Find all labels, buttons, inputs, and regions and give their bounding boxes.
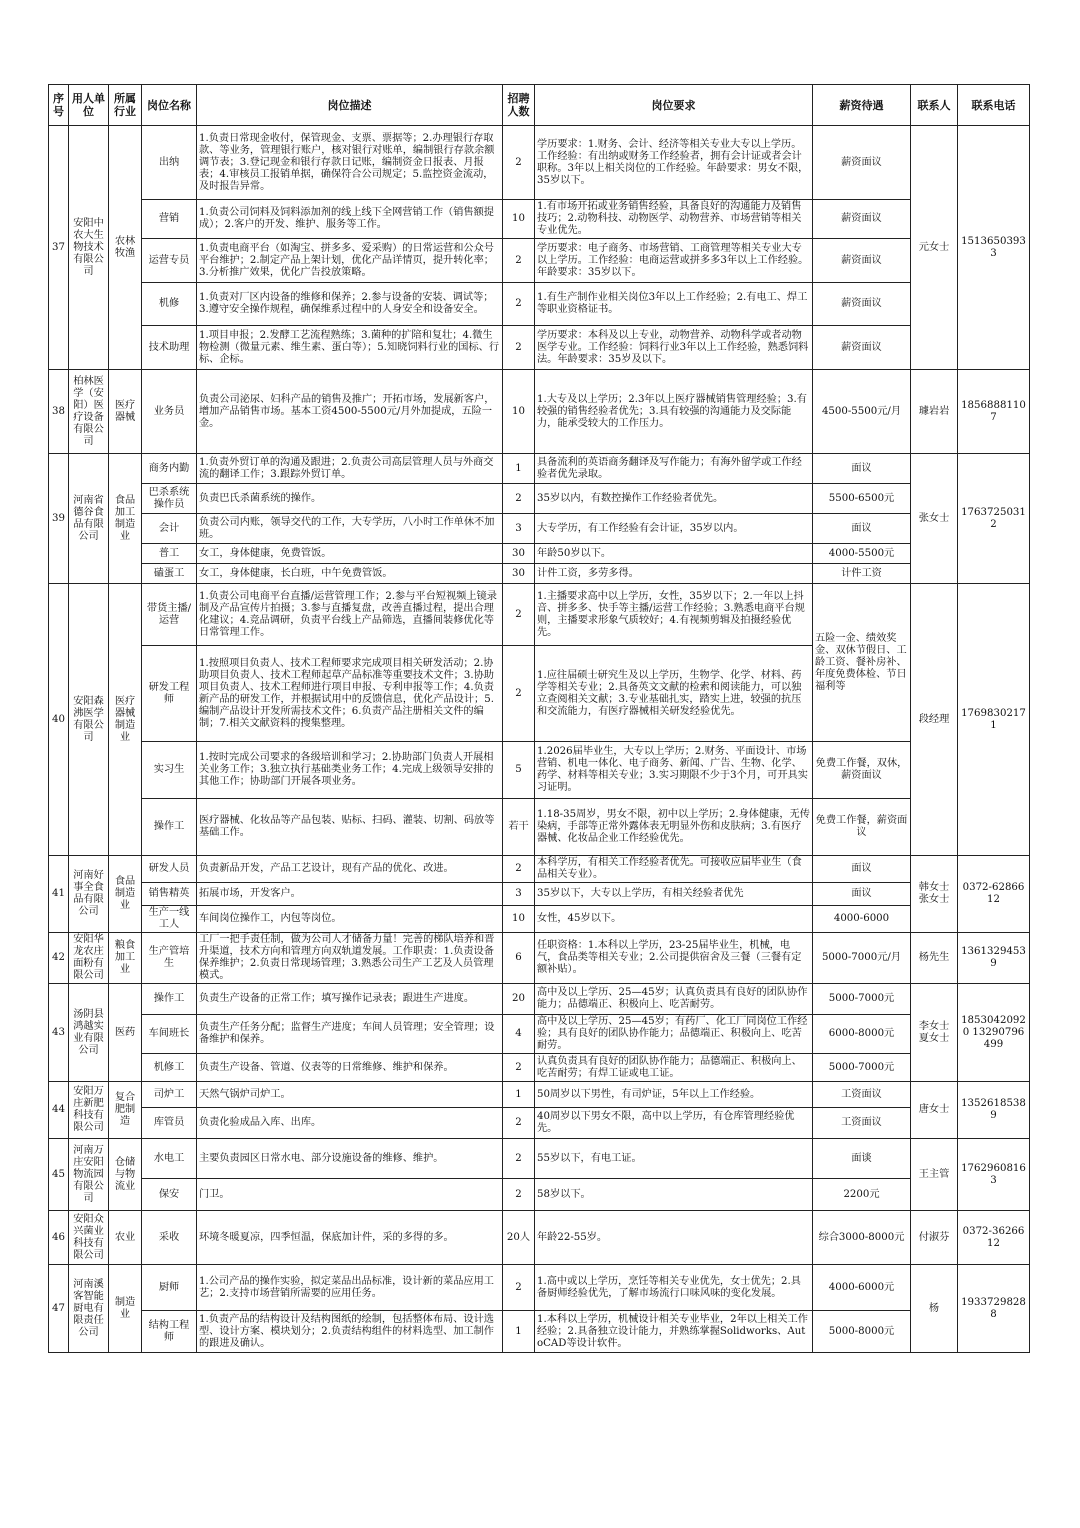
job-description: 门卫。 xyxy=(197,1179,503,1211)
job-title: 司炉工 xyxy=(142,1082,197,1108)
salary: 4000-6000 xyxy=(813,906,911,933)
header-job-title: 岗位名称 xyxy=(142,85,197,126)
salary: 5000-7000元 xyxy=(813,984,911,1015)
job-requirements: 年龄50岁以下。 xyxy=(535,544,813,564)
hire-count: 1 xyxy=(503,454,535,484)
hire-count: 6 xyxy=(503,933,535,984)
job-title: 带货主播/运营 xyxy=(142,584,197,646)
salary: 2200元 xyxy=(813,1179,911,1211)
company-name: 安阳华龙农庄面粉有限公司 xyxy=(69,933,109,984)
job-description: 1.负责日常现金收付，保管现金、支票、票据等；2.办理银行存取款、等业务，管理银行账户，核对银行对账单，编制银行存款余额调节表；3.登记现金和银行存款日记账，编制资金日报表、月报表；4.审核员工报销单据，确保符合公司规定；5.监控资金流动，及时报告异常。 xyxy=(197,126,503,200)
job-description: 环境冬暖夏凉，四季恒温，保底加计件，采的多得的多。 xyxy=(197,1211,503,1265)
industry: 医疗器械 xyxy=(109,370,142,454)
industry: 仓储与物流业 xyxy=(109,1139,142,1211)
job-description: 负责生产设备、管道、仪表等的日常维修、维护和保养。 xyxy=(197,1054,503,1082)
job-description: 负责新品开发，产品工艺设计，现有产品的优化、改进。 xyxy=(197,856,503,883)
table-row xyxy=(49,799,1030,856)
job-title: 保安 xyxy=(142,1179,197,1211)
job-title: 会计 xyxy=(142,514,197,544)
job-description: 天然气锅炉司炉工。 xyxy=(197,1082,503,1108)
job-title: 采收 xyxy=(142,1211,197,1265)
company-name: 安阳万庄新肥科技有限公司 xyxy=(69,1082,109,1139)
salary: 计件工资 xyxy=(813,564,911,584)
table-row xyxy=(49,933,1030,984)
job-requirements: 1.应往届硕士研究生及以上学历，生物学、化学、材料、药学等相关专业；2.具备英文文献的检索和阅读能力，可以独立查阅相关文献；3.专业基础扎实，踏实上进，较强的抗压和交流能力，有医疗器械相关研发经验优先。 xyxy=(535,646,813,742)
header-no: 序号 xyxy=(49,85,69,126)
row-number: 46 xyxy=(49,1211,69,1265)
contact-person: 段经理 xyxy=(911,584,958,856)
job-title: 研发人员 xyxy=(142,856,197,883)
job-title: 操作工 xyxy=(142,799,197,856)
salary: 5500-6500元 xyxy=(813,484,911,514)
industry: 医药 xyxy=(109,984,142,1082)
header-row xyxy=(49,85,1030,126)
job-title: 巴杀系统操作员 xyxy=(142,484,197,514)
table-row xyxy=(49,1015,1030,1054)
job-title: 生产管培生 xyxy=(142,933,197,984)
salary: 4000-5500元 xyxy=(813,544,911,564)
contact-person: 王主管 xyxy=(911,1139,958,1211)
row-number: 42 xyxy=(49,933,69,984)
job-title: 机修工 xyxy=(142,1054,197,1082)
hire-count: 30 xyxy=(503,544,535,564)
contact-phone: 0372-6286612 xyxy=(958,856,1030,933)
salary: 综合3000-8000元 xyxy=(813,1211,911,1265)
company-name: 河南省德谷食品有限公司 xyxy=(69,454,109,584)
row-number: 39 xyxy=(49,454,69,584)
hire-count: 2 xyxy=(503,1054,535,1082)
job-description: 1.负责公司饲料及饲料添加剂的线上线下全网营销工作（销售额提成）；2.客户的开发、维护、服务等工作。 xyxy=(197,200,503,239)
table-body xyxy=(49,126,1030,1353)
row-number: 38 xyxy=(49,370,69,454)
industry: 农林牧渔 xyxy=(109,126,142,370)
job-description: 女工，身体健康，免费管饭。 xyxy=(197,544,503,564)
company-name: 河南溪客智能厨电有限责任公司 xyxy=(69,1265,109,1353)
table-row xyxy=(49,126,1030,200)
row-number: 37 xyxy=(49,126,69,370)
salary: 免费工作餐，双休，薪资面议 xyxy=(813,742,911,799)
header-description: 岗位描述 xyxy=(197,85,503,126)
industry: 制造业 xyxy=(109,1265,142,1353)
header-count: 招聘人数 xyxy=(503,85,535,126)
industry: 粮食加工业 xyxy=(109,933,142,984)
job-requirements: 高中及以上学历、25—45岁；认真负责具有良好的团队协作能力；品德端正、积极向上、吃苦耐劳。 xyxy=(535,984,813,1015)
hire-count: 2 xyxy=(503,646,535,742)
job-requirements: 50周岁以下男性，有司炉证，5年以上工作经验。 xyxy=(535,1082,813,1108)
contact-phone: 18568881107 xyxy=(958,370,1030,454)
job-title: 研发工程师 xyxy=(142,646,197,742)
table-row xyxy=(49,544,1030,564)
hire-count: 2 xyxy=(503,584,535,646)
job-requirements: 1.有市场开拓或业务销售经验，具备良好的沟通能力及销售技巧；2.动物科技、动物医学、动物营养、市场营销等相关专业优先。 xyxy=(535,200,813,239)
job-description: 负责公司内账，领导交代的工作，大专学历，八小时工作单休不加班。 xyxy=(197,514,503,544)
table-row xyxy=(49,1211,1030,1265)
hire-count: 30 xyxy=(503,564,535,584)
recruitment-table xyxy=(48,84,1030,1353)
company-name: 汤阴县鸿越实业有限公司 xyxy=(69,984,109,1082)
contact-person: 杨 xyxy=(911,1265,958,1353)
contact-phone: 19337298288 xyxy=(958,1265,1030,1353)
table-row xyxy=(49,200,1030,239)
industry: 农业 xyxy=(109,1211,142,1265)
table-row xyxy=(49,283,1030,326)
job-requirements: 女性，45岁以下。 xyxy=(535,906,813,933)
salary: 五险一金、绩效奖金、双休节假日、工龄工资、餐补房补、年度免费体检、节日福利等 xyxy=(813,584,911,742)
job-description: 1.负责外贸订单的沟通及跟进；2.负责公司高层管理人员与外商交流的翻译工作；3.跟踪外贸订单。 xyxy=(197,454,503,484)
job-description: 主要负责园区日常水电、部分设施设备的维修、维护。 xyxy=(197,1139,503,1179)
contact-person: 唐女士 xyxy=(911,1082,958,1139)
contact-phone: 0372-3626612 xyxy=(958,1211,1030,1265)
company-name: 河南好事全食品有限公司 xyxy=(69,856,109,933)
hire-count: 若干 xyxy=(503,799,535,856)
industry: 医疗器械制造业 xyxy=(109,584,142,856)
industry: 食品加工制造业 xyxy=(109,454,142,584)
table-row xyxy=(49,584,1030,646)
company-name: 柏林医学（安阳）医疗设备有限公司 xyxy=(69,370,109,454)
job-requirements: 学历要求：1.财务、会计、经济等相关专业大专以上学历。工作经验：有出纳或财务工作经验者，拥有会计证或者会计职称。3年以上相关岗位的工作经验。年龄要求：男女不限，35岁以下。 xyxy=(535,126,813,200)
salary: 4500-5500元/月 xyxy=(813,370,911,454)
hire-count: 2 xyxy=(503,1108,535,1139)
job-title: 运营专员 xyxy=(142,239,197,283)
header-contact: 联系人 xyxy=(911,85,958,126)
salary: 工资面议 xyxy=(813,1108,911,1139)
job-description: 负责巴氏杀菌系统的操作。 xyxy=(197,484,503,514)
job-description: 负责公司泌尿、妇科产品的销售及推广；开拓市场，发展新客户，增加产品销售市场。基本工资4500-5500元/月外加提成，五险一金。 xyxy=(197,370,503,454)
table-row xyxy=(49,370,1030,454)
hire-count: 2 xyxy=(503,1179,535,1211)
job-requirements: 55岁以下，有电工证。 xyxy=(535,1139,813,1179)
table-row xyxy=(49,742,1030,799)
job-requirements: 40周岁以下男女不限，高中以上学历，有仓库管理经验优先。 xyxy=(535,1108,813,1139)
job-requirements: 学历要求：电子商务、市场营销、工商管理等相关专业大专以上学历。工作经验：电商运营或拼多多3年以上工作经验。年龄要求：35岁以下。 xyxy=(535,239,813,283)
salary: 4000-6000元 xyxy=(813,1265,911,1311)
hire-count: 4 xyxy=(503,1015,535,1054)
hire-count: 2 xyxy=(503,283,535,326)
job-requirements: 高中及以上学历、25—45岁；有药厂、化工厂同岗位工作经验；具有良好的团队协作能力；品德端正、积极向上、吃苦耐劳。 xyxy=(535,1015,813,1054)
header-phone: 联系电话 xyxy=(958,85,1030,126)
job-requirements: 学历要求：本科及以上专业，动物营养、动物科学或者动物医学专业。工作经验：饲料行业3年以上工作经验，熟悉饲料法。年龄要求：35岁及以下。 xyxy=(535,326,813,370)
job-description: 工厂一把手责任制，做为公司人才储备力量！完善的梯队培养和晋升渠道，技术方向和管理方向双轨道发展。工作职责：1.负责设备保养维护；2.负责日常现场管理；3.熟悉公司生产工艺及人员管理模式。 xyxy=(197,933,503,984)
table-row xyxy=(49,1139,1030,1179)
salary: 5000-8000元 xyxy=(813,1311,911,1353)
salary: 薪资面议 xyxy=(813,283,911,326)
company-name: 安阳森沸医学有限公司 xyxy=(69,584,109,856)
hire-count: 2 xyxy=(503,239,535,283)
hire-count: 2 xyxy=(503,856,535,883)
job-description: 1.公司产品的操作实验，拟定菜品出品标准，设计新的菜品应用工艺；2.支持市场营销所需要的应用任务。 xyxy=(197,1265,503,1311)
header-salary: 薪资待遇 xyxy=(813,85,911,126)
table-row xyxy=(49,1054,1030,1082)
contact-phone: 17637250312 xyxy=(958,454,1030,584)
header-industry: 所属行业 xyxy=(109,85,142,126)
job-requirements: 1.18-35周岁，男女不限，初中以上学历；2.身体健康，无传染病，手部等正常外露体表无明显外伤和皮肤病；3.有医疗器械、化妆品企业工作经验优先。 xyxy=(535,799,813,856)
job-description: 车间岗位操作工，内包等岗位。 xyxy=(197,906,503,933)
table-row xyxy=(49,239,1030,283)
job-requirements: 计件工资，多劳多得。 xyxy=(535,564,813,584)
job-requirements: 1.本科以上学历，机械设计相关专业毕业，2年以上相关工作经验；2.具备独立设计能力，并熟练掌握Solidworks、AutoCAD等设计软件。 xyxy=(535,1311,813,1353)
salary: 薪资面议 xyxy=(813,326,911,370)
salary: 薪资面议 xyxy=(813,126,911,200)
table-row xyxy=(49,454,1030,484)
row-number: 47 xyxy=(49,1265,69,1353)
contact-person: 元女士 xyxy=(911,126,958,370)
job-title: 机修 xyxy=(142,283,197,326)
contact-person: 李女士 夏女士 xyxy=(911,984,958,1082)
hire-count: 1 xyxy=(503,1082,535,1108)
contact-person: 韩女士 张女士 xyxy=(911,856,958,933)
job-description: 医疗器械、化妆品等产品包装、贴标、扫码、灌装、切割、码放等基础工作。 xyxy=(197,799,503,856)
row-number: 40 xyxy=(49,584,69,856)
row-number: 45 xyxy=(49,1139,69,1211)
job-requirements: 35岁以下，大专以上学历，有相关经验者优先 xyxy=(535,883,813,906)
job-description: 1.负责电商平台（如淘宝、拼多多、爱采购）的日常运营和公众号平台维护；2.制定产品上架计划，优化产品详情页，提升转化率；3.分析推广效果，优化广告投放策略。 xyxy=(197,239,503,283)
job-requirements: 本科学历，有相关工作经验者优先。可接收应届毕业生（食品相关专业）。 xyxy=(535,856,813,883)
job-requirements: 1.有生产制作业相关岗位3年以上工作经验；2.有电工、焊工等职业资格证书。 xyxy=(535,283,813,326)
row-number: 41 xyxy=(49,856,69,933)
job-requirements: 1.高中或以上学历，烹饪等相关专业优先，女士优先；2.具备厨师经验优先，了解市场流行口味风味的变化发展。 xyxy=(535,1265,813,1311)
job-title: 库管员 xyxy=(142,1108,197,1139)
job-description: 1.按照项目负责人、技术工程师要求完成项目相关研发活动；2.协助项目负责人、技术工程师起草产品标准等重要技术文件；3.协助项目负责人、技术工程师进行项目申报、专利申报等工作；4.负责新产品的研发工作，并根据试用中的反馈信息，优化产品设计；5.编制产品设计开发所需技术文件；6.负责产品注册相关文件的编制；7.相关文献资料的搜集整理。 xyxy=(197,646,503,742)
contact-person: 杨先生 xyxy=(911,933,958,984)
job-title: 营销 xyxy=(142,200,197,239)
table-row xyxy=(49,856,1030,883)
industry: 复合肥制造 xyxy=(109,1082,142,1139)
salary: 面议 xyxy=(813,856,911,883)
job-description: 1.项目申报；2.发酵工艺流程熟练；3.菌种的扩陪和复壮；4.微生物检测（微量元素、维生素、蛋白等）；5.知晓饲料行业的国标、行标、企标。 xyxy=(197,326,503,370)
table-row xyxy=(49,1265,1030,1311)
hire-count: 2 xyxy=(503,1139,535,1179)
job-title: 技术助理 xyxy=(142,326,197,370)
company-name: 河南万庄安阳物流园有限公司 xyxy=(69,1139,109,1211)
job-requirements: 1.大专及以上学历；2.3年以上医疗器械销售管理经验；3.有较强的销售经验者优先；3.具有较强的沟通能力及交际能力，能承受较大的工作压力。 xyxy=(535,370,813,454)
job-requirements: 具备流利的英语商务翻译及写作能力；有海外留学或工作经验者优先录取。 xyxy=(535,454,813,484)
table-row xyxy=(49,326,1030,370)
job-description: 拓展市场，开发客户。 xyxy=(197,883,503,906)
table-row xyxy=(49,1108,1030,1139)
hire-count: 3 xyxy=(503,883,535,906)
salary: 面议 xyxy=(813,514,911,544)
hire-count: 2 xyxy=(503,1265,535,1311)
contact-phone: 13613294539 xyxy=(958,933,1030,984)
job-requirements: 大专学历，有工作经验有会计证，35岁以内。 xyxy=(535,514,813,544)
salary: 5000-7000元 xyxy=(813,1054,911,1082)
contact-phone: 18530420920 13290796499 xyxy=(958,984,1030,1082)
hire-count: 10 xyxy=(503,200,535,239)
job-title: 生产一线工人 xyxy=(142,906,197,933)
salary: 免费工作餐，薪资面议 xyxy=(813,799,911,856)
salary: 面谈 xyxy=(813,1139,911,1179)
contact-phone: 17698302171 xyxy=(958,584,1030,856)
job-requirements: 1.主播要求高中以上学历，女性，35岁以下；2.一年以上抖音、拼多多、快手等主播/运营工作经验；3.熟悉电商平台规则，主播要求形象气质较好；4.有视频剪辑及拍摄经验优先。 xyxy=(535,584,813,646)
contact-phone: 15136503933 xyxy=(958,126,1030,370)
job-title: 水电工 xyxy=(142,1139,197,1179)
job-requirements: 认真负责具有良好的团队协作能力；品德端正、积极向上、吃苦耐劳；有焊工证或电工证。 xyxy=(535,1054,813,1082)
table-row xyxy=(49,1082,1030,1108)
contact-person: 璩岩岩 xyxy=(911,370,958,454)
hire-count: 5 xyxy=(503,742,535,799)
job-title: 销售精英 xyxy=(142,883,197,906)
job-requirements: 35岁以内，有数控操作工作经验者优先。 xyxy=(535,484,813,514)
job-requirements: 任职资格：1.本科以上学历，23-25届毕业生，机械，电气，食品类等相关专业；2.公司提供宿舍及三餐（三餐有定额补贴）。 xyxy=(535,933,813,984)
contact-phone: 13526185389 xyxy=(958,1082,1030,1139)
row-number: 44 xyxy=(49,1082,69,1139)
table-row xyxy=(49,883,1030,906)
job-title: 出纳 xyxy=(142,126,197,200)
job-requirements: 1.2026届毕业生，大专以上学历；2.财务、平面设计、市场营销、机电一体化、电子商务、新闻、广告、生物、化学、药学、材料等相关专业；3.实习期限不少于3个月，可开具实习证明。 xyxy=(535,742,813,799)
hire-count: 3 xyxy=(503,514,535,544)
table-row xyxy=(49,984,1030,1015)
job-title: 业务员 xyxy=(142,370,197,454)
salary: 薪资面议 xyxy=(813,200,911,239)
table-row xyxy=(49,906,1030,933)
job-description: 1.按时完成公司要求的各级培训和学习；2.协助部门负责人开展相关业务工作；3.独立执行基础类业务工作；4.完成上级领导安排的其他工作；协助部门开展各项业务。 xyxy=(197,742,503,799)
job-requirements: 58岁以下。 xyxy=(535,1179,813,1211)
header-requirements: 岗位要求 xyxy=(535,85,813,126)
job-title: 磕蛋工 xyxy=(142,564,197,584)
salary: 6000-8000元 xyxy=(813,1015,911,1054)
company-name: 安阳中农大生物技术有限公司 xyxy=(69,126,109,370)
job-description: 负责生产任务分配；监督生产进度；车间人员管理；安全管理；设备维护和保养。 xyxy=(197,1015,503,1054)
job-title: 操作工 xyxy=(142,984,197,1015)
job-description: 1.负责对厂区内设备的维修和保养；2.参与设备的安装、调试等；3.遵守安全操作规程，确保维系过程中的人身安全和设备安全。 xyxy=(197,283,503,326)
salary: 工资面议 xyxy=(813,1082,911,1108)
job-title: 实习生 xyxy=(142,742,197,799)
hire-count: 2 xyxy=(503,126,535,200)
table-row xyxy=(49,1179,1030,1211)
table-row xyxy=(49,1311,1030,1353)
hire-count: 10 xyxy=(503,370,535,454)
company-name: 安阳众兴菌业科技有限公司 xyxy=(69,1211,109,1265)
salary: 面议 xyxy=(813,454,911,484)
job-title: 普工 xyxy=(142,544,197,564)
job-description: 1.负责产品的结构设计及结构图纸的绘制，包括整体布局、设计选型、设计方案、模块划分；2.负责结构组件的材料选型、加工制作的跟进及确认。 xyxy=(197,1311,503,1353)
industry: 食品制造业 xyxy=(109,856,142,933)
table-row xyxy=(49,484,1030,514)
salary: 薪资面议 xyxy=(813,239,911,283)
hire-count: 2 xyxy=(503,484,535,514)
hire-count: 10 xyxy=(503,906,535,933)
contact-person: 付淑芬 xyxy=(911,1211,958,1265)
contact-person: 张女士 xyxy=(911,454,958,584)
job-title: 车间班长 xyxy=(142,1015,197,1054)
job-description: 负责生产设备的正常工作；填写操作记录表；跟进生产进度。 xyxy=(197,984,503,1015)
header-company: 用人单位 xyxy=(69,85,109,126)
job-description: 负责化验成品入库、出库。 xyxy=(197,1108,503,1139)
hire-count: 1 xyxy=(503,1311,535,1353)
table-row xyxy=(49,564,1030,584)
job-requirements: 年龄22-55岁。 xyxy=(535,1211,813,1265)
job-title: 商务内勤 xyxy=(142,454,197,484)
salary: 面议 xyxy=(813,883,911,906)
hire-count: 20人 xyxy=(503,1211,535,1265)
hire-count: 20 xyxy=(503,984,535,1015)
job-description: 女工，身体健康，长白班，中午免费管饭。 xyxy=(197,564,503,584)
job-description: 1.负责公司电商平台直播/运营管理工作；2.参与平台短视频上镜录制及产品宣传片拍摄；3.参与直播复盘，改善直播过程，提出合理化建议；4.竞品调研，负责平台线上产品筛选，直播间装修优化等日常管理工作。 xyxy=(197,584,503,646)
job-title: 厨师 xyxy=(142,1265,197,1311)
job-title: 结构工程师 xyxy=(142,1311,197,1353)
hire-count: 2 xyxy=(503,326,535,370)
table-row xyxy=(49,514,1030,544)
salary: 5000-7000元/月 xyxy=(813,933,911,984)
contact-phone: 17629608163 xyxy=(958,1139,1030,1211)
row-number: 43 xyxy=(49,984,69,1082)
